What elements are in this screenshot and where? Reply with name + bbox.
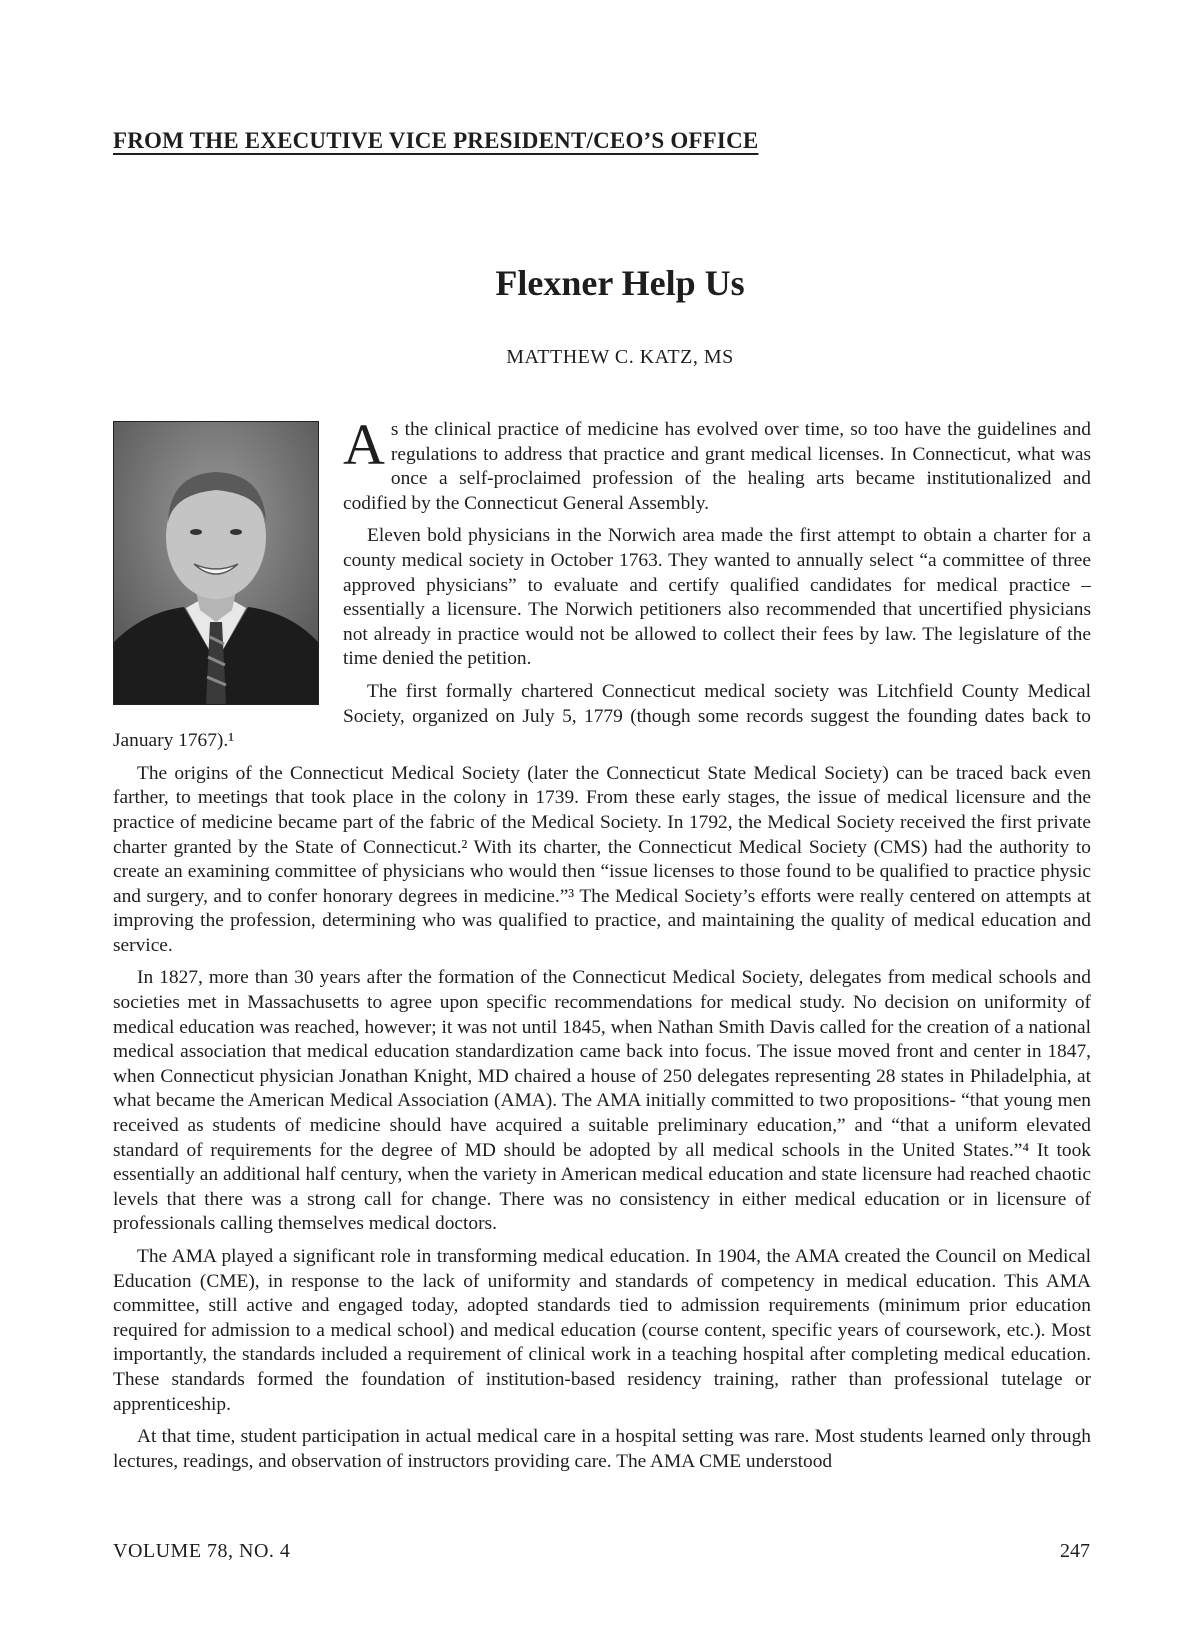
- section-heading: FROM THE EXECUTIVE VICE PRESIDENT/CEO’S OFFICE: [113, 128, 759, 153]
- article-body: [113, 412, 1091, 1482]
- paragraph-3: The first formally chartered Connecticut medical society was Litchfield County Medical Society, organized on July 5, 1779 (though some records suggest the founding dates back to January 1767).¹: [113, 680, 1091, 752]
- paragraph-4: The origins of the Connecticut Medical Society (later the Connecticut State Medical Society) can be traced back even farther, to meetings that took place in the colony in 1739. From these early stages, the issue of medical licensure and the practice of medicine became part of the fabric of the Medical Society. In 1792, the Medical Society received the first private charter granted by the State of Connecticut.² With its charter, the Connecticut Medical Society (CMS) had the authority to create an examining committee of physicians who would then “issue licenses to those found to be qualified to practice physic and surgery, and to confer honorary degrees in medicine.”³ The Medical Society’s efforts were really centered on attempts at improving the profession, determining who was qualified to practice, and maintaining the quality of medical education and service.: [113, 762, 1091, 956]
- author-portrait-image: [114, 422, 318, 704]
- paragraph-2: Eleven bold physicians in the Norwich area made the first attempt to obtain a charter for a county medical society in October 1763. They wanted to annually select “a committee of three approved physicians” to evaluate and certify qualified candidates for medical practice – essentially a licensure. The Norwich petitioners also recommended that uncertified physicians not already in practice would not be allowed to collect their fees by law. The legislature of the time denied the petition.: [343, 525, 1091, 670]
- author-photo: [113, 421, 319, 705]
- paragraph-5: In 1827, more than 30 years after the formation of the Connecticut Medical Society, delegates from medical schools and societies met in Massachusetts to agree upon specific recommendations for medical study. No decision on uniformity of medical education was reached, however; it was not until 1845, when Nathan Smith Davis called for the creation of a national medical association that medical education standardization came back into focus. The issue moved front and center in 1847, when Connecticut physician Jonathan Knight, MD chaired a house of 250 delegates representing 28 states in Philadelphia, at what became the American Medical Association (AMA). The AMA initially committed to two propositions- “that young men received as students of medicine should have acquired a suitable preliminary education,” and “that a uniform elevated standard of requirements for the degree of MD should be adopted by all medical schools in the United States.”⁴ It took essentially an additional half century, when the variety in American medical education and state licensure had reached chaotic levels that there was a strong call for change. There was no consistency in either medical education or in licensure of professionals calling themselves medical doctors.: [113, 967, 1091, 1235]
- page-number: 247: [1060, 1540, 1090, 1562]
- paragraph-7: At that time, student participation in actual medical care in a hospital setting was rare. Most students learned only through lectures, readings, and observation of instructors providing care. The AMA CME understood: [113, 1426, 1091, 1472]
- paragraph-6: The AMA played a significant role in transforming medical education. In 1904, the AMA created the Council on Medical Education (CME), in response to the lack of uniformity and standards of competency in medical education. This AMA committee, still active and engaged today, adopted standards tied to admission requirements (minimum prior education required for admission to a medical school) and medical education (course content, specific years of coursework, etc.). Most importantly, the standards included a requirement of clinical work in a teaching hospital after completing medical education. These standards formed the foundation of institution-based residency training, rather than professional tutelage or apprenticeship.: [113, 1246, 1091, 1415]
- volume-issue: VOLUME 78, NO. 4: [113, 1540, 291, 1562]
- article-title: Flexner Help Us: [495, 263, 745, 303]
- paragraph-1-text: s the clinical practice of medicine has evolved over time, so too have the guidelines and regulations to address that practice and grant medical licenses. In Connecticut, what was once a self-proclaimed profession of the healing arts became institutionalized and codified by the Connecticut General Assembly.: [343, 419, 1091, 514]
- drop-cap: A: [343, 412, 385, 477]
- author-byline: MATTHEW C. KATZ, MS: [506, 346, 734, 368]
